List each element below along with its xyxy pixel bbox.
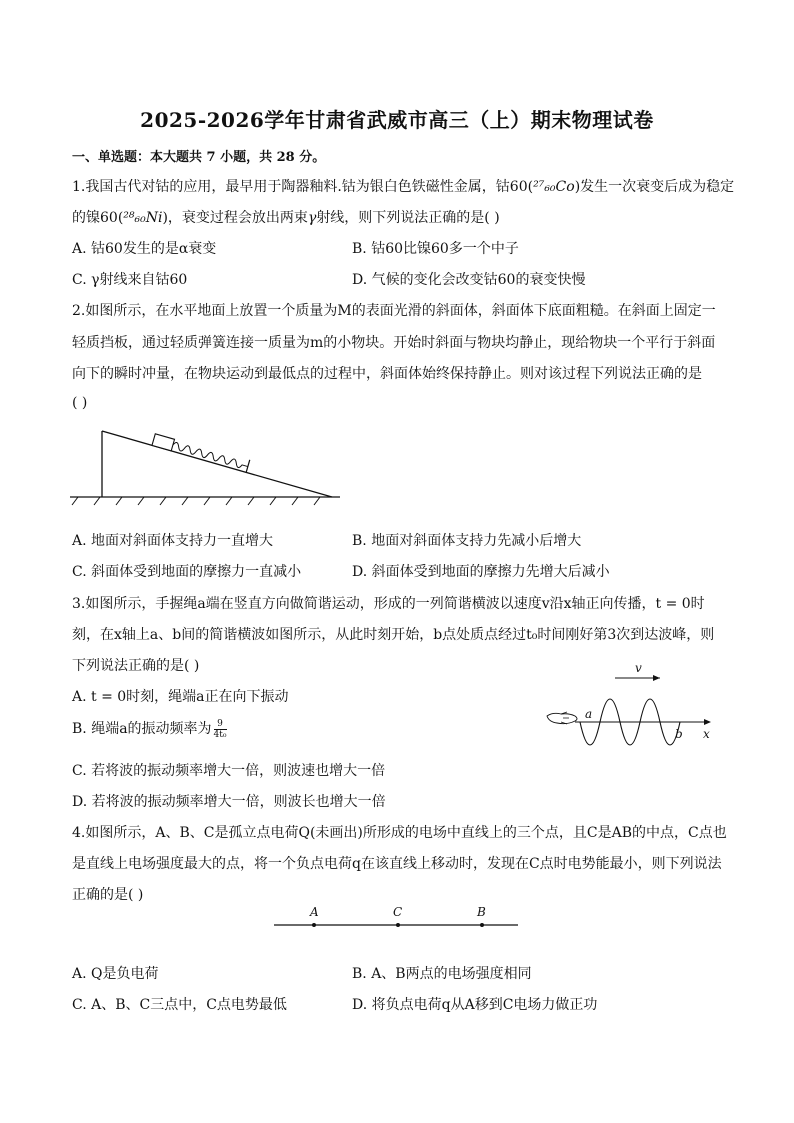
q3-option-b[interactable]: [72, 718, 227, 740]
q1-text-b: )发生一次衰变后成为稳定: [574, 179, 735, 195]
q1-text-d: )，衰变过程会放出两束: [162, 210, 308, 226]
q1-nuclide-co: ²⁷₆₀Co: [533, 179, 575, 195]
wave-figure: [545, 658, 715, 743]
q4-line1: 4.如图所示，A、B、C是孤立点电荷Q(未画出)所形成的电场中直线上的三个点，且C是AB的中点，C点也: [72, 825, 727, 841]
q2-option-d[interactable]: D. 斜面体受到地面的摩擦力先增大后减小: [352, 564, 610, 580]
q2-line4: ( ): [72, 395, 88, 411]
q3-frequency-fraction: [214, 719, 227, 740]
q2-option-c[interactable]: C. 斜面体受到地面的摩擦力一直减小: [72, 564, 302, 580]
q4-option-c[interactable]: C. A、B、C三点中，C点电势最低: [72, 997, 287, 1013]
fraction-denominator: 4t₀: [213, 729, 227, 740]
point-a-label: a: [585, 707, 593, 721]
q1-line2: [72, 207, 500, 227]
point-B-label: B: [477, 905, 486, 919]
q1-nuclide-ni: ²⁸₆₀Ni: [123, 210, 163, 226]
q4-option-a[interactable]: A. Q是负电荷: [72, 966, 159, 982]
exam-title: 2025-2026学年甘肃省武威市高三（上）期末物理试卷: [140, 108, 654, 132]
section-heading: 一、单选题：本大题共 7 小题，共 28 分。: [72, 150, 326, 165]
point-A-label: A: [310, 905, 319, 919]
q1-line1: [72, 176, 734, 196]
incline-spring-figure: [70, 425, 345, 510]
fraction-numerator: 9: [214, 719, 227, 730]
q4-line2: 是直线上电场强度最大的点，将一个负点电荷q在该直线上移动时，发现在C点时电势能最小，则下列说法: [72, 856, 722, 872]
x-axis-label: x: [703, 727, 710, 741]
q1-text-c: 的镍60(: [72, 210, 124, 226]
q2-line2: 轻质挡板，通过轻质弹簧连接一质量为m的小物块。开始时斜面与物块均静止，现给物块一个平行于斜面: [72, 335, 716, 351]
q3-option-c[interactable]: C. 若将波的振动频率增大一倍，则波速也增大一倍: [72, 763, 386, 779]
q1-text-e: 射线，则下列说法正确的是( ): [316, 210, 500, 226]
q3-line1: 3.如图所示，手握绳a端在竖直方向做简谐运动，形成的一列简谐横波以速度v沿x轴正向传播，t = 0时: [72, 596, 705, 612]
point-charge-line-figure: [272, 905, 522, 935]
velocity-label: v: [635, 661, 642, 675]
q1-option-b[interactable]: B. 钴60比镍60多一个中子: [352, 241, 519, 257]
q3-line2: 刻，在x轴上a、b间的简谐横波如图所示，从此时刻开始，b点处质点经过t₀时间刚好第3次到达波峰，则: [72, 627, 715, 643]
q1-option-a[interactable]: A. 钴60发生的是α衰变: [72, 241, 217, 257]
q2-option-a[interactable]: A. 地面对斜面体支持力一直增大: [72, 533, 274, 549]
q2-line1: 2.如图所示，在水平地面上放置一个质量为M的表面光滑的斜面体，斜面体下底面粗糙。在斜面上固定一: [72, 303, 716, 319]
q3-line3: 下列说法正确的是( ): [72, 658, 200, 674]
q1-option-d[interactable]: D. 气候的变化会改变钴60的衰变快慢: [352, 272, 586, 288]
q2-line3: 向下的瞬时冲量，在物块运动到最低点的过程中，斜面体始终保持静止。则对该过程下列说法正确的是: [72, 366, 702, 382]
q4-option-d[interactable]: D. 将负点电荷q从A移到C电场力做正功: [352, 997, 598, 1013]
q1-option-c[interactable]: C. γ射线来自钴60: [72, 272, 188, 288]
q1-text-a: 1.我国古代对钴的应用，最早用于陶器釉料.钴为银白色铁磁性金属，钴60(: [72, 179, 534, 195]
q1-gamma: γ: [307, 210, 317, 226]
point-b-label: b: [675, 727, 683, 741]
q4-line3: 正确的是( ): [72, 887, 144, 903]
q2-option-b[interactable]: B. 地面对斜面体支持力先减小后增大: [352, 533, 582, 549]
q3-option-d[interactable]: D. 若将波的振动频率增大一倍，则波长也增大一倍: [72, 794, 386, 810]
q4-option-b[interactable]: B. A、B两点的电场强度相同: [352, 966, 532, 982]
q3-option-b-text: B. 绳端a的振动频率为: [72, 721, 212, 737]
q3-option-a[interactable]: A. t = 0时刻，绳端a正在向下振动: [72, 689, 289, 705]
point-C-label: C: [393, 905, 403, 919]
